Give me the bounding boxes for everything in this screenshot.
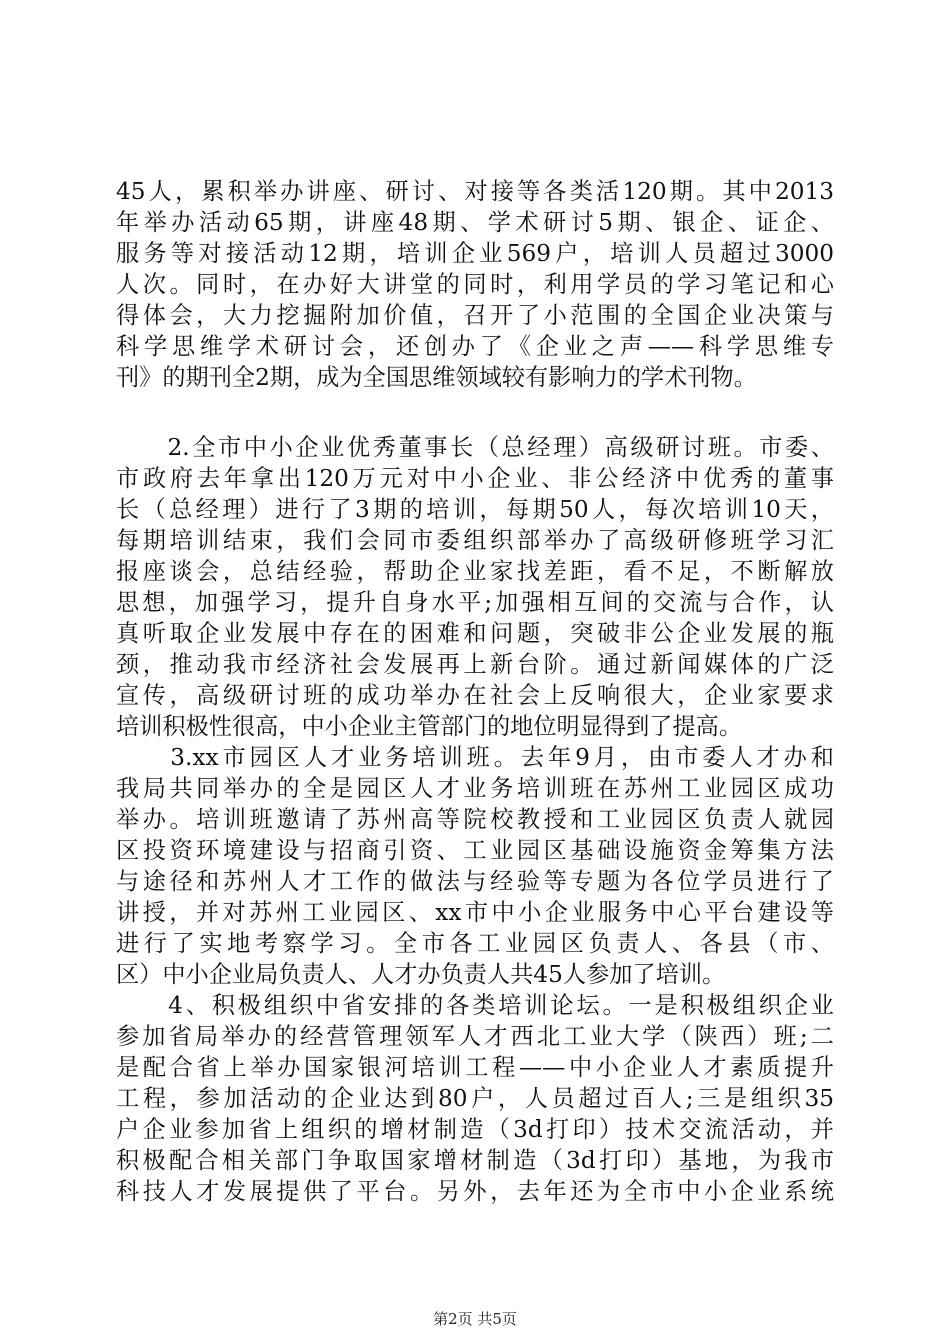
text-line: 得体会，大力挖掘附加价值，召开了小范围的全国企业决策与 <box>116 302 834 329</box>
text-line: 报座谈会，总结经验，帮助企业家找差距，看不足，不断解放 <box>116 558 834 585</box>
document-body <box>116 176 834 1207</box>
text-line: 服务等对接活动12期，培训企业569户，培训人员超过3000 <box>116 240 834 267</box>
text-line: 区）中小企业局负责人、人才办负责人共45人参加了培训。 <box>116 961 726 988</box>
text-line: 举办。培训班邀请了苏州高等院校教授和工业园区负责人就园 <box>116 806 834 833</box>
text-line: 参加省局举办的经营管理领军人才西北工业大学（陕西）班;二 <box>116 1023 834 1050</box>
text-line: 工程，参加活动的企业达到80户，人员超过百人;三是组织35 <box>116 1085 834 1112</box>
text-line: 科学思维学术研讨会，还创办了《企业之声——科学思维专 <box>116 333 834 360</box>
paragraph-3 <box>116 742 834 990</box>
text-line: 3.xx市园区人才业务培训班。去年9月，由市委人才办和 <box>116 744 834 771</box>
text-line: 培训积极性很高，中小企业主管部门的地位明显得到了提高。 <box>116 713 743 740</box>
text-line: 户企业参加省上组织的增材制造（3d打印）技术交流活动，并 <box>116 1116 834 1143</box>
paragraph-4 <box>116 990 834 1207</box>
text-line: 年举办活动65期，讲座48期、学术研讨5期、银企、证企、 <box>116 209 834 236</box>
text-line: 刊》的期刊全2期，成为全国思维领域较有影响力的学术刊物。 <box>116 364 757 391</box>
text-line: 与途径和苏州人才工作的做法与经验等专题为各位学员进行了 <box>116 868 834 895</box>
text-line: 长（总经理）进行了3期的培训，每期50人，每次培训10天， <box>116 496 834 523</box>
text-line: 人次。同时，在办好大讲堂的同时，利用学员的学习笔记和心 <box>116 271 834 298</box>
text-line: 讲授，并对苏州工业园区、xx市中小企业服务中心平台建设等 <box>116 899 834 926</box>
paragraph-1 <box>116 176 834 393</box>
text-line: 2.全市中小企业优秀董事长（总经理）高级研讨班。市委、 <box>116 434 834 461</box>
text-line: 我局共同举办的全是园区人才业务培训班在苏州工业园区成功 <box>116 775 834 802</box>
text-line: 每期培训结束，我们会同市委组织部举办了高级研修班学习汇 <box>116 527 834 554</box>
text-line: 区投资环境建设与招商引资、工业园区基础设施资金筹集方法 <box>116 837 834 864</box>
text-line: 颈，推动我市经济社会发展再上新台阶。通过新闻媒体的广泛 <box>116 651 834 678</box>
paragraph-spacer <box>116 393 834 432</box>
text-line: 进行了实地考察学习。全市各工业园区负责人、各县（市、 <box>116 930 834 957</box>
page-number-footer: 第2页 共5页 <box>433 1310 517 1328</box>
text-line: 积极配合相关部门争取国家增材制造（3d打印）基地，为我市 <box>116 1147 834 1174</box>
text-line: 思想，加强学习，提升自身水平;加强相互间的交流与合作，认 <box>116 589 834 616</box>
text-line: 是配合省上举办国家银河培训工程——中小企业人才素质提升 <box>116 1054 834 1081</box>
text-line: 宣传，高级研讨班的成功举办在社会上反响很大，企业家要求 <box>116 682 834 709</box>
text-line: 45人，累积举办讲座、研讨、对接等各类活120期。其中2013 <box>116 178 834 205</box>
text-line: 科技人才发展提供了平台。另外，去年还为全市中小企业系统 <box>116 1178 834 1205</box>
text-line: 4、积极组织中省安排的各类培训论坛。一是积极组织企业 <box>116 992 834 1019</box>
paragraph-2 <box>116 432 834 742</box>
text-line: 市政府去年拿出120万元对中小企业、非公经济中优秀的董事 <box>116 465 834 492</box>
text-line: 真听取企业发展中存在的困难和问题，突破非公企业发展的瓶 <box>116 620 834 647</box>
